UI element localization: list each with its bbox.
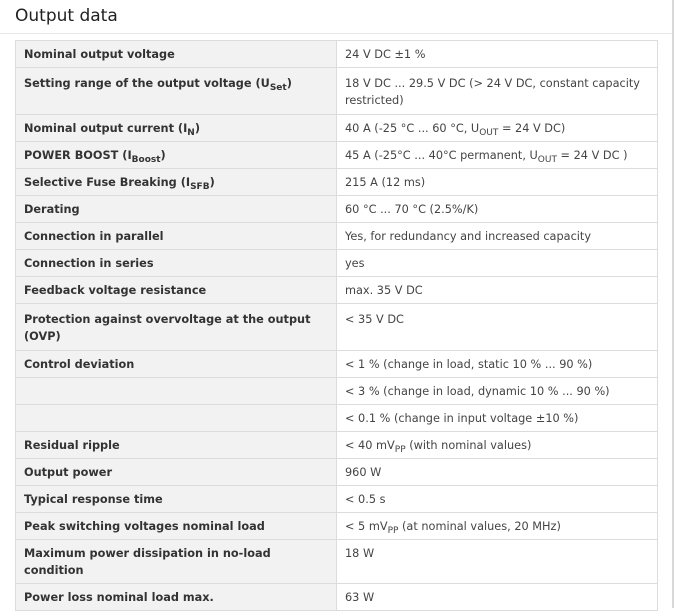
row-label-text: Connection in series (24, 257, 154, 270)
row-value (337, 277, 658, 304)
row-value-text: 18 W (345, 547, 375, 560)
row-label-suffix: ) (209, 176, 215, 189)
row-label-text: Typical response time (24, 493, 163, 506)
row-value-suffix: (with nominal values) (405, 439, 532, 452)
row-label (16, 142, 337, 169)
row-value-subscript: PP (394, 445, 406, 455)
row-label (16, 223, 337, 250)
row-value (337, 405, 658, 432)
row-value-text: 215 A (12 ms) (345, 176, 426, 189)
row-label-text: Control deviation (24, 358, 135, 371)
row-value-text: 40 A (-25 °C ... 60 °C, U (345, 122, 480, 135)
row-value-text: 24 V DC ±1 % (345, 48, 426, 61)
row-label-text: Peak switching voltages nominal load (24, 520, 265, 533)
row-value-subscript: PP (387, 526, 399, 536)
table-row (16, 196, 658, 223)
row-value (337, 486, 658, 513)
row-label-text: Selective Fuse Breaking (I (24, 176, 191, 189)
row-label-text: Output power (24, 466, 113, 479)
row-value-text: max. 35 V DC (345, 284, 423, 297)
row-label-text: Residual ripple (24, 439, 120, 452)
row-value (337, 432, 658, 459)
table-row (16, 432, 658, 459)
row-value-text: < 1 % (change in load, static 10 % ... 90 %) (345, 358, 593, 371)
row-label (16, 304, 337, 351)
row-value (337, 540, 658, 584)
table-row (16, 486, 658, 513)
row-value (337, 196, 658, 223)
table-row (16, 584, 658, 611)
row-value (337, 223, 658, 250)
row-label (16, 41, 337, 68)
table-row (16, 304, 658, 351)
row-label (16, 351, 337, 378)
row-value-text: yes (345, 257, 365, 270)
table-row (16, 41, 658, 68)
table-row (16, 540, 658, 584)
row-label-text: Nominal output current (I (24, 122, 188, 135)
row-label-text: Setting range of the output voltage (U (24, 77, 270, 90)
row-value-text: < 5 mV (345, 520, 388, 533)
row-value-text: 18 V DC ... 29.5 V DC (> 24 V DC, constant capacity restricted) (345, 77, 640, 107)
row-label-text: Nominal output voltage (24, 48, 175, 61)
row-label (16, 250, 337, 277)
row-label-subscript: SFB (190, 182, 210, 192)
table-row (16, 378, 658, 405)
heading-divider (0, 33, 674, 34)
output-data-table (15, 40, 658, 611)
section-heading: Output data (15, 6, 118, 26)
row-label-subscript: Boost (131, 155, 161, 165)
row-value (337, 169, 658, 196)
table-row (16, 351, 658, 378)
row-label (16, 169, 337, 196)
row-value-text: < 35 V DC (345, 313, 404, 326)
row-value-text: < 0.5 s (345, 493, 386, 506)
row-label-suffix: ) (194, 122, 200, 135)
row-value-text: 60 °C ... 70 °C (2.5%/K) (345, 203, 479, 216)
row-value (337, 115, 658, 142)
row-label-text: Feedback voltage resistance (24, 284, 207, 297)
row-label-suffix: ) (286, 77, 292, 90)
row-value (337, 304, 658, 351)
row-label (16, 513, 337, 540)
table-row (16, 513, 658, 540)
row-label-text: Protection against overvoltage at the output (OVP) (24, 313, 311, 343)
row-label (16, 115, 337, 142)
row-value-text: Yes, for redundancy and increased capacity (345, 230, 592, 243)
row-value-subscript: OUT (479, 128, 499, 138)
row-value-text: 45 A (-25°C ... 40°C permanent, U (345, 149, 538, 162)
row-value-text: 960 W (345, 466, 382, 479)
row-label (16, 540, 337, 584)
row-value (337, 41, 658, 68)
row-value (337, 513, 658, 540)
row-label (16, 432, 337, 459)
table-row (16, 142, 658, 169)
row-value-subscript: OUT (537, 155, 557, 165)
row-label-text: Maximum power dissipation in no-load condition (24, 547, 271, 577)
row-value-suffix: = 24 V DC) (498, 122, 566, 135)
row-label (16, 584, 337, 611)
row-value-suffix: = 24 V DC ) (556, 149, 628, 162)
row-label (16, 405, 337, 432)
table-row (16, 223, 658, 250)
row-value-text: 63 W (345, 591, 375, 604)
row-label-text: POWER BOOST (I (24, 149, 132, 162)
row-label (16, 486, 337, 513)
row-value (337, 378, 658, 405)
row-label (16, 68, 337, 115)
row-label-suffix: ) (160, 149, 166, 162)
table-row (16, 115, 658, 142)
row-value (337, 68, 658, 115)
row-value-text: < 40 mV (345, 439, 395, 452)
row-label-subscript: Set (269, 83, 287, 93)
row-value (337, 584, 658, 611)
row-value (337, 351, 658, 378)
row-label-text: Connection in parallel (24, 230, 164, 243)
row-label-text: Derating (24, 203, 80, 216)
row-value-text: < 0.1 % (change in input voltage ±10 %) (345, 412, 579, 425)
row-label (16, 459, 337, 486)
row-value-text: < 3 % (change in load, dynamic 10 % ... 90 %) (345, 385, 610, 398)
table-row (16, 68, 658, 115)
row-label (16, 277, 337, 304)
table-row (16, 459, 658, 486)
table-row (16, 169, 658, 196)
row-value (337, 459, 658, 486)
row-label (16, 196, 337, 223)
row-value-suffix: (at nominal values, 20 MHz) (398, 520, 561, 533)
row-value (337, 142, 658, 169)
row-label-subscript: N (187, 128, 195, 138)
table-row (16, 250, 658, 277)
row-label (16, 378, 337, 405)
table-row (16, 277, 658, 304)
row-value (337, 250, 658, 277)
table-row (16, 405, 658, 432)
row-label-text: Power loss nominal load max. (24, 591, 214, 604)
